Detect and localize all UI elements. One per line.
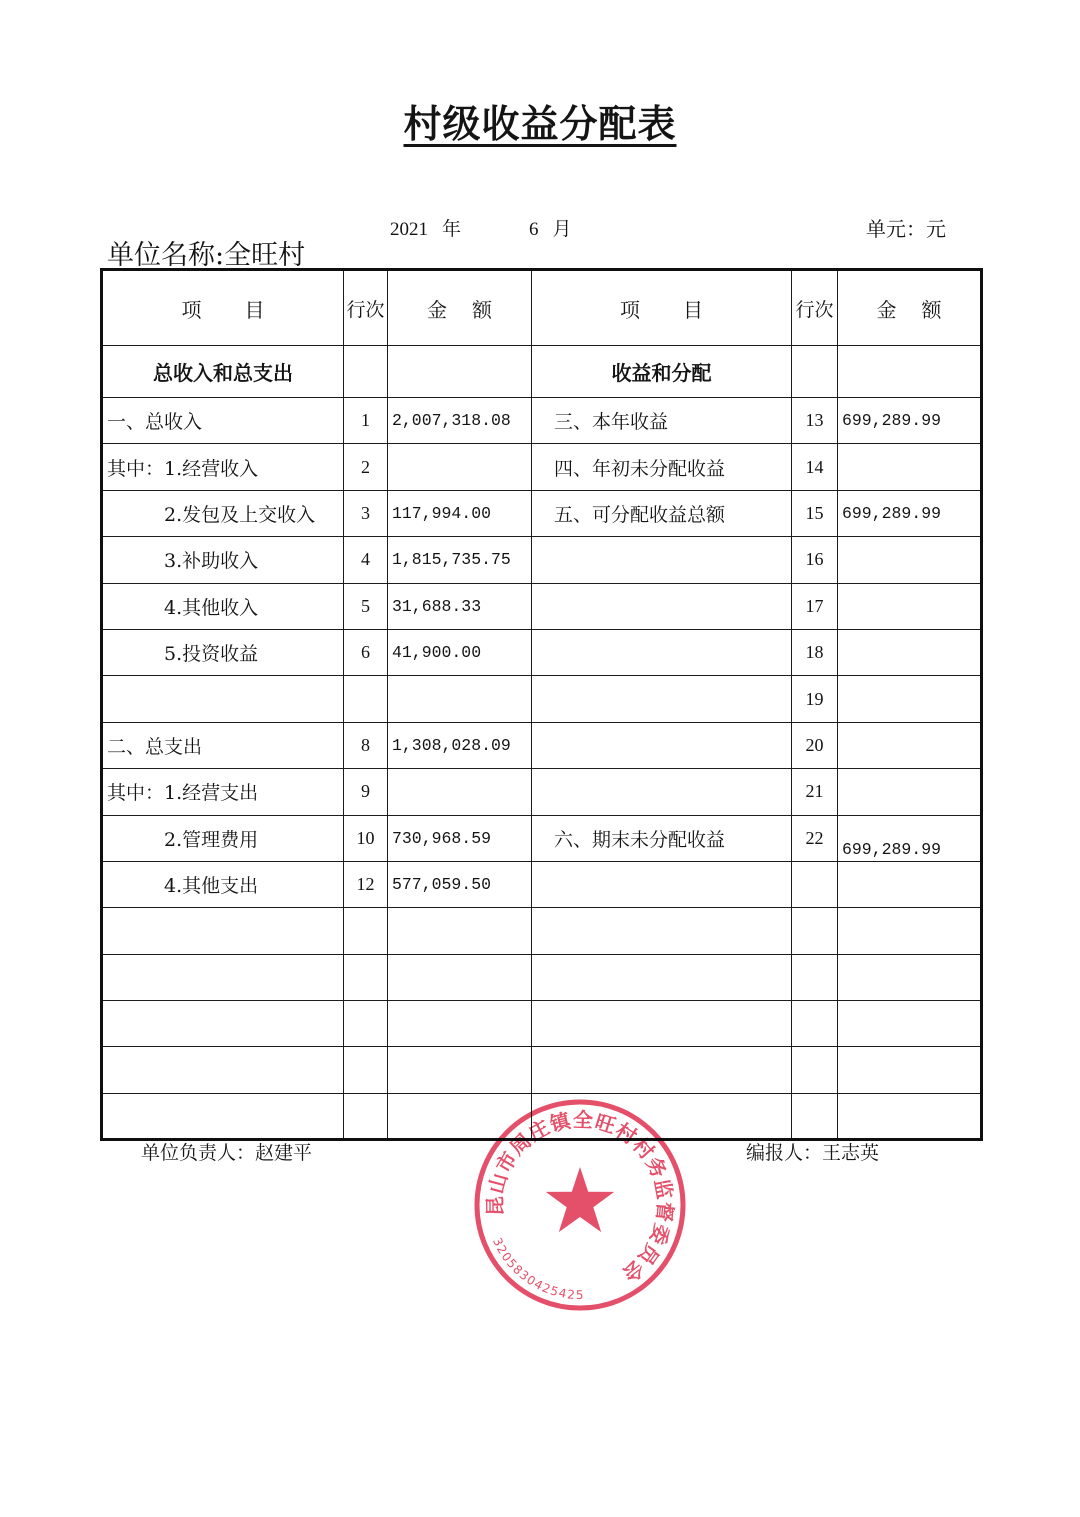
right-amount-cell: 699,289.99: [838, 398, 982, 444]
right-line-number-cell: 15: [792, 490, 838, 536]
right-line-number-cell: 20: [792, 722, 838, 768]
left-item-cell: 4.其他收入: [102, 583, 344, 629]
table-row: [102, 908, 982, 954]
right-line-number-cell: [792, 908, 838, 954]
empty-cell: [838, 346, 982, 398]
right-item-cell: [532, 583, 792, 629]
right-amount-cell: [838, 861, 982, 907]
table-row: [102, 815, 982, 861]
official-seal: [470, 1097, 690, 1317]
right-line-number-cell: [792, 1093, 838, 1139]
right-amount-cell: [838, 444, 982, 490]
left-item-cell: [102, 676, 344, 722]
right-item-cell: 五、可分配收益总额: [532, 490, 792, 536]
table-row: [102, 1001, 982, 1047]
left-item-cell: 其中：1.经营收入: [102, 444, 344, 490]
left-amount-cell: [388, 1001, 532, 1047]
right-item-cell: [532, 769, 792, 815]
empty-cell: [344, 346, 388, 398]
left-line-number-cell: [344, 908, 388, 954]
income-distribution-table: [100, 268, 983, 1141]
right-amount-cell: [838, 1047, 982, 1093]
report-preparer: [746, 1140, 879, 1166]
right-amount-cell: [838, 908, 982, 954]
distribution-section: 收益和分配: [532, 346, 792, 398]
right-line-number-cell: 22: [792, 815, 838, 861]
unit-leader-label: 单位负责人：: [141, 1142, 256, 1164]
report-period: [390, 216, 572, 243]
period-month: 6: [529, 219, 539, 240]
left-amount-cell: 730,968.59: [388, 815, 532, 861]
right-amount-cell: [838, 583, 982, 629]
left-amount-header: 金额: [388, 270, 532, 346]
right-amount-cell: [838, 629, 982, 675]
right-line-number-cell: 19: [792, 676, 838, 722]
unit-leader-name: 赵建平: [255, 1142, 313, 1164]
table-row: [102, 444, 982, 490]
right-item-cell: 三、本年收益: [532, 398, 792, 444]
left-item-cell: [102, 1047, 344, 1093]
left-amount-cell: [388, 954, 532, 1000]
left-item-cell: [102, 1001, 344, 1047]
right-item-cell: [532, 722, 792, 768]
right-amount-cell: [838, 1093, 982, 1139]
left-line-number-cell: 5: [344, 583, 388, 629]
left-amount-cell: 1,815,735.75: [388, 537, 532, 583]
left-line-number-cell: [344, 676, 388, 722]
right-line-number-cell: [792, 954, 838, 1000]
left-amount-cell: [388, 908, 532, 954]
empty-cell: [388, 346, 532, 398]
right-item-cell: [532, 1001, 792, 1047]
right-amount-cell: [838, 722, 982, 768]
table-row: [102, 629, 982, 675]
right-item-header: 项目: [532, 270, 792, 346]
right-line-number-cell: 13: [792, 398, 838, 444]
left-line-number-cell: 3: [344, 490, 388, 536]
table-row: [102, 398, 982, 444]
left-amount-cell: 2,007,318.08: [388, 398, 532, 444]
right-item-cell: [532, 676, 792, 722]
right-amount-cell: [838, 1001, 982, 1047]
right-item-cell: 六、期末未分配收益: [532, 815, 792, 861]
left-line-number-cell: 1: [344, 398, 388, 444]
left-item-cell: [102, 1093, 344, 1139]
left-item-cell: [102, 954, 344, 1000]
seal-name-text: 昆山市周庄镇全旺村村务监督委员会: [482, 1107, 678, 1288]
left-amount-cell: 117,994.00: [388, 490, 532, 536]
left-amount-cell: [388, 676, 532, 722]
left-line-number-cell: [344, 1093, 388, 1139]
report-preparer-label: 编报人：: [746, 1142, 823, 1164]
right-line-header: 行次: [792, 270, 838, 346]
right-item-cell: [532, 908, 792, 954]
income-expense-section: 总收入和总支出: [102, 346, 344, 398]
left-item-cell: 4.其他支出: [102, 861, 344, 907]
right-line-number-cell: 14: [792, 444, 838, 490]
table-row: [102, 769, 982, 815]
left-amount-cell: [388, 769, 532, 815]
table-row: [102, 583, 982, 629]
right-amount-cell: 699,289.99: [838, 815, 982, 861]
page-title: 村级收益分配表: [403, 101, 677, 146]
left-amount-cell: 41,900.00: [388, 629, 532, 675]
right-item-cell: [532, 1047, 792, 1093]
star-icon: [546, 1167, 614, 1232]
report-preparer-name: 王志英: [822, 1142, 880, 1164]
right-amount-cell: [838, 676, 982, 722]
table-row: [102, 676, 982, 722]
left-line-number-cell: [344, 1047, 388, 1093]
left-item-cell: 5.投资收益: [102, 629, 344, 675]
table-row: [102, 1047, 982, 1093]
right-line-number-cell: 17: [792, 583, 838, 629]
left-line-number-cell: 9: [344, 769, 388, 815]
left-line-number-cell: 6: [344, 629, 388, 675]
table-row: [102, 861, 982, 907]
right-amount-header: 金额: [838, 270, 982, 346]
left-line-number-cell: [344, 1001, 388, 1047]
left-item-cell: 其中：1.经营支出: [102, 769, 344, 815]
right-item-cell: 四、年初未分配收益: [532, 444, 792, 490]
left-item-cell: 3.补助收入: [102, 537, 344, 583]
table-row: [102, 954, 982, 1000]
right-item-cell: [532, 629, 792, 675]
table-row: [102, 722, 982, 768]
left-line-number-cell: 4: [344, 537, 388, 583]
table-header-row: [102, 270, 982, 346]
organization-label: 单位名称:: [107, 240, 225, 271]
table-row: [102, 537, 982, 583]
left-line-number-cell: 8: [344, 722, 388, 768]
currency-unit-value: 元: [926, 217, 946, 241]
right-line-number-cell: [792, 1047, 838, 1093]
period-year: 2021: [390, 219, 428, 240]
right-amount-cell: [838, 954, 982, 1000]
table-row: [102, 490, 982, 536]
left-amount-cell: 31,688.33: [388, 583, 532, 629]
right-line-number-cell: [792, 861, 838, 907]
right-item-cell: [532, 537, 792, 583]
left-amount-cell: 1,308,028.09: [388, 722, 532, 768]
left-line-number-cell: 2: [344, 444, 388, 490]
currency-unit-label: 单元：: [866, 217, 926, 241]
seal-code: [490, 1236, 585, 1302]
right-line-number-cell: 18: [792, 629, 838, 675]
left-line-number-cell: [344, 954, 388, 1000]
left-item-cell: [102, 908, 344, 954]
right-amount-cell: 699,289.99: [838, 490, 982, 536]
right-line-number-cell: 16: [792, 537, 838, 583]
left-item-cell: 2.管理费用: [102, 815, 344, 861]
right-item-cell: [532, 954, 792, 1000]
right-item-cell: [532, 861, 792, 907]
right-amount-cell: [838, 537, 982, 583]
currency-unit: [866, 216, 946, 242]
left-amount-cell: [388, 444, 532, 490]
right-line-number-cell: 21: [792, 769, 838, 815]
period-month-unit: 月: [552, 218, 572, 240]
left-item-cell: 二、总支出: [102, 722, 344, 768]
left-line-number-cell: 10: [344, 815, 388, 861]
left-line-header: 行次: [344, 270, 388, 346]
seal-code-text: 3205830425425: [490, 1235, 585, 1303]
left-item-cell: 一、总收入: [102, 398, 344, 444]
organization-value: 全旺村: [224, 240, 306, 271]
period-year-unit: 年: [442, 218, 462, 240]
left-line-number-cell: 12: [344, 861, 388, 907]
right-amount-cell: [838, 769, 982, 815]
left-amount-cell: 577,059.50: [388, 861, 532, 907]
right-line-number-cell: [792, 1001, 838, 1047]
left-item-header: 项目: [102, 270, 344, 346]
left-amount-cell: [388, 1047, 532, 1093]
unit-leader: [141, 1140, 312, 1166]
section-header-row: [102, 346, 982, 398]
left-item-cell: 2.发包及上交收入: [102, 490, 344, 536]
empty-cell: [792, 346, 838, 398]
